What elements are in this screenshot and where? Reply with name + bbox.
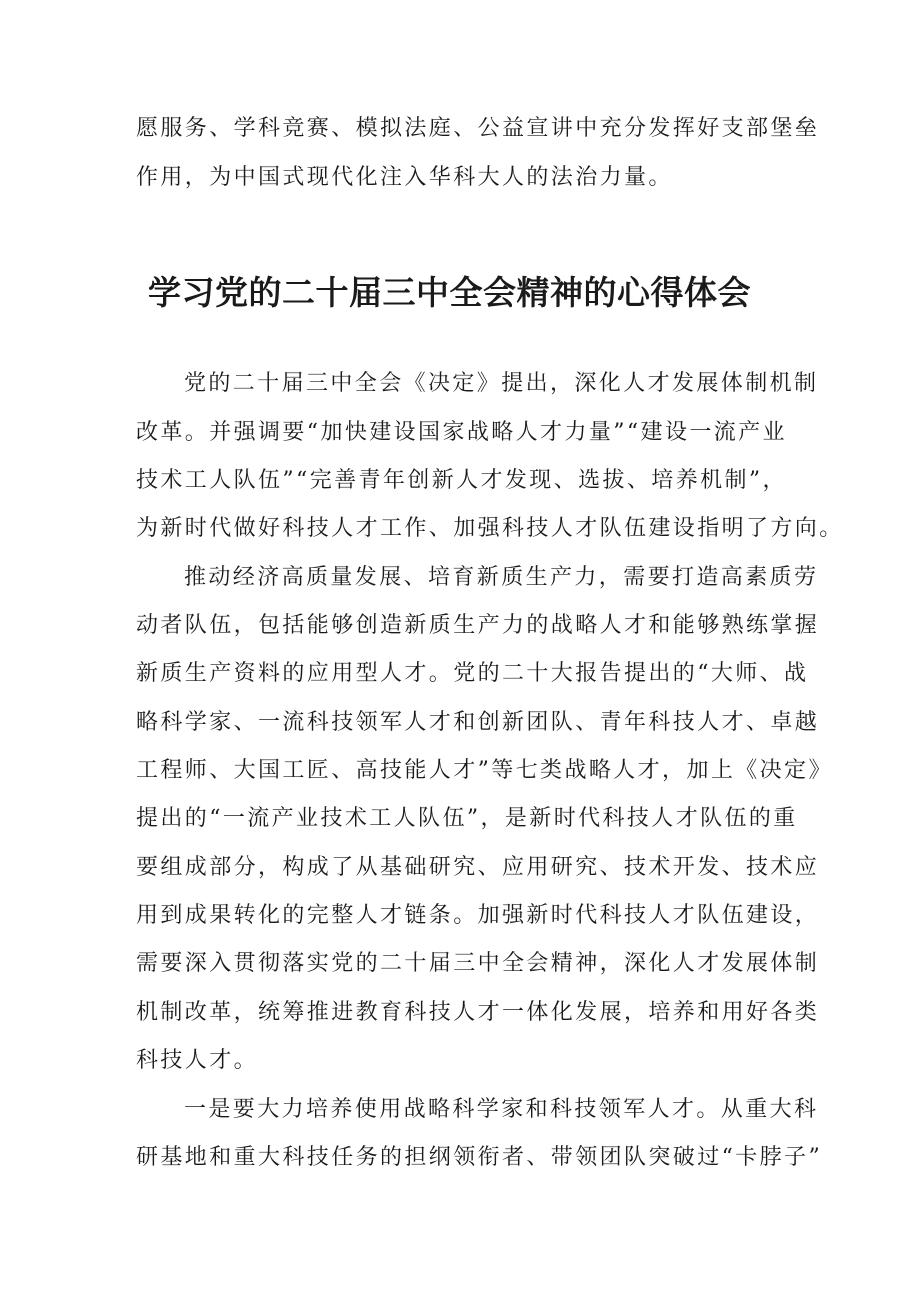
article-title: 学习党的二十届三中全会精神的心得体会 bbox=[148, 273, 751, 312]
paragraph-line: 推动经济高质量发展、培育新质生产力，需要打造高素质劳 bbox=[184, 565, 819, 590]
paragraph-line: 工程师、大国工匠、高技能人才”等七类战略人才，加上《决定》 bbox=[136, 758, 833, 783]
paragraph-line: 需要深入贯彻落实党的二十届三中全会精神，深化人才发展体制 bbox=[136, 951, 820, 976]
paragraph-line: 用到成果转化的完整人才链条。加强新时代科技人才队伍建设， bbox=[136, 903, 820, 928]
intro-line: 愿服务、学科竞赛、模拟法庭、公益宣讲中充分发挥好支部堡垒 bbox=[136, 116, 820, 141]
paragraph-line: 科技人才。 bbox=[136, 1048, 259, 1073]
paragraph-line: 一是要大力培养使用战略科学家和科技领军人才。从重大科 bbox=[184, 1097, 819, 1122]
paragraph-line: 改革。并强调要“加快建设国家战略人才力量”“建设一流产业 bbox=[136, 420, 787, 445]
paragraph-line: 机制改革，统筹推进教育科技人才一体化发展，培养和用好各类 bbox=[136, 1000, 820, 1025]
paragraph-line: 提出的“一流产业技术工人队伍”，是新时代科技人才队伍的重 bbox=[136, 806, 798, 831]
paragraph-line: 技术工人队伍”“完善青年创新人才发现、选拔、培养机制”， bbox=[136, 468, 787, 493]
intro-line: 作用，为中国式现代化注入华科大人的法治力量。 bbox=[136, 165, 673, 190]
paragraph-line: 为新时代做好科技人才工作、加强科技人才队伍建设指明了方向。 bbox=[136, 516, 844, 541]
paragraph-line: 研基地和重大科技任务的担纲领衔者、带领团队突破过“卡脖子” bbox=[136, 1145, 823, 1170]
paragraph-line: 略科学家、一流科技领军人才和创新团队、青年科技人才、卓越 bbox=[136, 710, 820, 735]
paragraph-line: 要组成部分，构成了从基础研究、应用研究、技术开发、技术应 bbox=[136, 855, 820, 880]
paragraph-line: 党的二十届三中全会《决定》提出，深化人才发展体制机制 bbox=[184, 371, 819, 396]
paragraph-line: 动者队伍，包括能够创造新质生产力的战略人才和能够熟练掌握 bbox=[136, 613, 820, 638]
paragraph-line: 新质生产资料的应用型人才。党的二十大报告提出的“大师、战 bbox=[136, 661, 809, 686]
